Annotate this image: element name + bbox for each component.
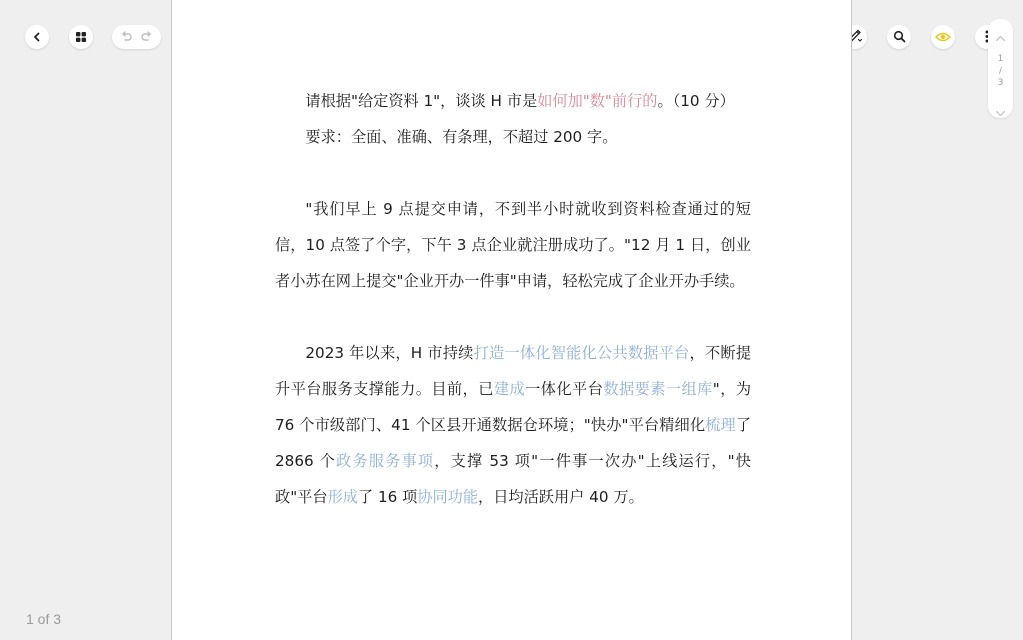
scrollbar-separator: / — [998, 66, 1003, 76]
reading-mode-button[interactable] — [931, 25, 955, 49]
grid-icon — [75, 28, 87, 47]
page-indicator: 1 of 3 — [26, 611, 62, 627]
highlight-pink: 如何加"数"前行的 — [537, 92, 658, 110]
highlight-blue: 梳理 — [705, 416, 736, 434]
scrollbar-total-pages: 3 — [997, 78, 1004, 88]
highlight-blue: 形成 — [327, 488, 358, 506]
text-run: 了 2866 个 — [275, 416, 752, 470]
text-run: ，不断提升平台服务支撑能力。目前，已 — [275, 344, 752, 398]
highlight-blue: 协同功能 — [417, 488, 479, 506]
thumbnails-button[interactable] — [69, 25, 93, 49]
eye-icon — [935, 28, 951, 47]
search-button[interactable] — [887, 25, 911, 49]
requirement-paragraph: 要求：全面、准确、有条理，不超过 200 字。 — [305, 128, 618, 146]
undo-icon[interactable] — [119, 28, 133, 47]
text-run: 一体化平台 — [525, 380, 604, 398]
highlight-blue: 打造一体化智能化公共数据平台 — [473, 344, 690, 362]
highlight-blue: 政务服务事项 — [336, 452, 435, 470]
chevron-left-icon — [31, 28, 43, 47]
page-scrollbar[interactable] — [988, 19, 1013, 118]
text-run: 2023 年以来，H 市持续 — [305, 344, 474, 362]
text-run: ，日均活跃用户 40 万。 — [478, 488, 644, 506]
text-run: "，为 76 个市级部门、41 个区县开通数据仓环境；"快办"平台精细化 — [275, 380, 752, 434]
question-paragraph — [275, 83, 751, 119]
material-paragraph-2 — [275, 335, 751, 515]
search-icon — [893, 28, 906, 47]
chevron-up-icon[interactable] — [995, 27, 1006, 46]
undo-redo-group — [112, 25, 161, 49]
question-score: 。（10 分） — [657, 92, 735, 110]
text-run: 了 16 项 — [357, 488, 418, 506]
scrollbar-current-page: 1 — [997, 54, 1004, 64]
highlight-blue: 数据要素一组库 — [603, 380, 713, 398]
document-content — [275, 83, 751, 515]
redo-icon[interactable] — [140, 28, 154, 47]
chevron-down-icon[interactable] — [995, 102, 1006, 121]
text-run: ，支撑 53 项"一件事一次办"上线运行，"快政"平台 — [275, 452, 751, 506]
highlight-blue: 建成 — [493, 380, 526, 398]
material-paragraph-1: "我们早上 9 点提交申请，不到半小时就收到资料检查通过的短信，10 点签了个字，下午 3 点企业就注册成功了。"12 月 1 日，创业者小苏在网上提交"企业开办一件事"申请，轻松完成了企业开办手续。 — [275, 200, 751, 290]
back-button[interactable] — [25, 25, 49, 49]
document-page[interactable] — [171, 0, 852, 640]
question-text: 请根据"给定资料 1"，谈谈 H 市是 — [305, 92, 538, 110]
